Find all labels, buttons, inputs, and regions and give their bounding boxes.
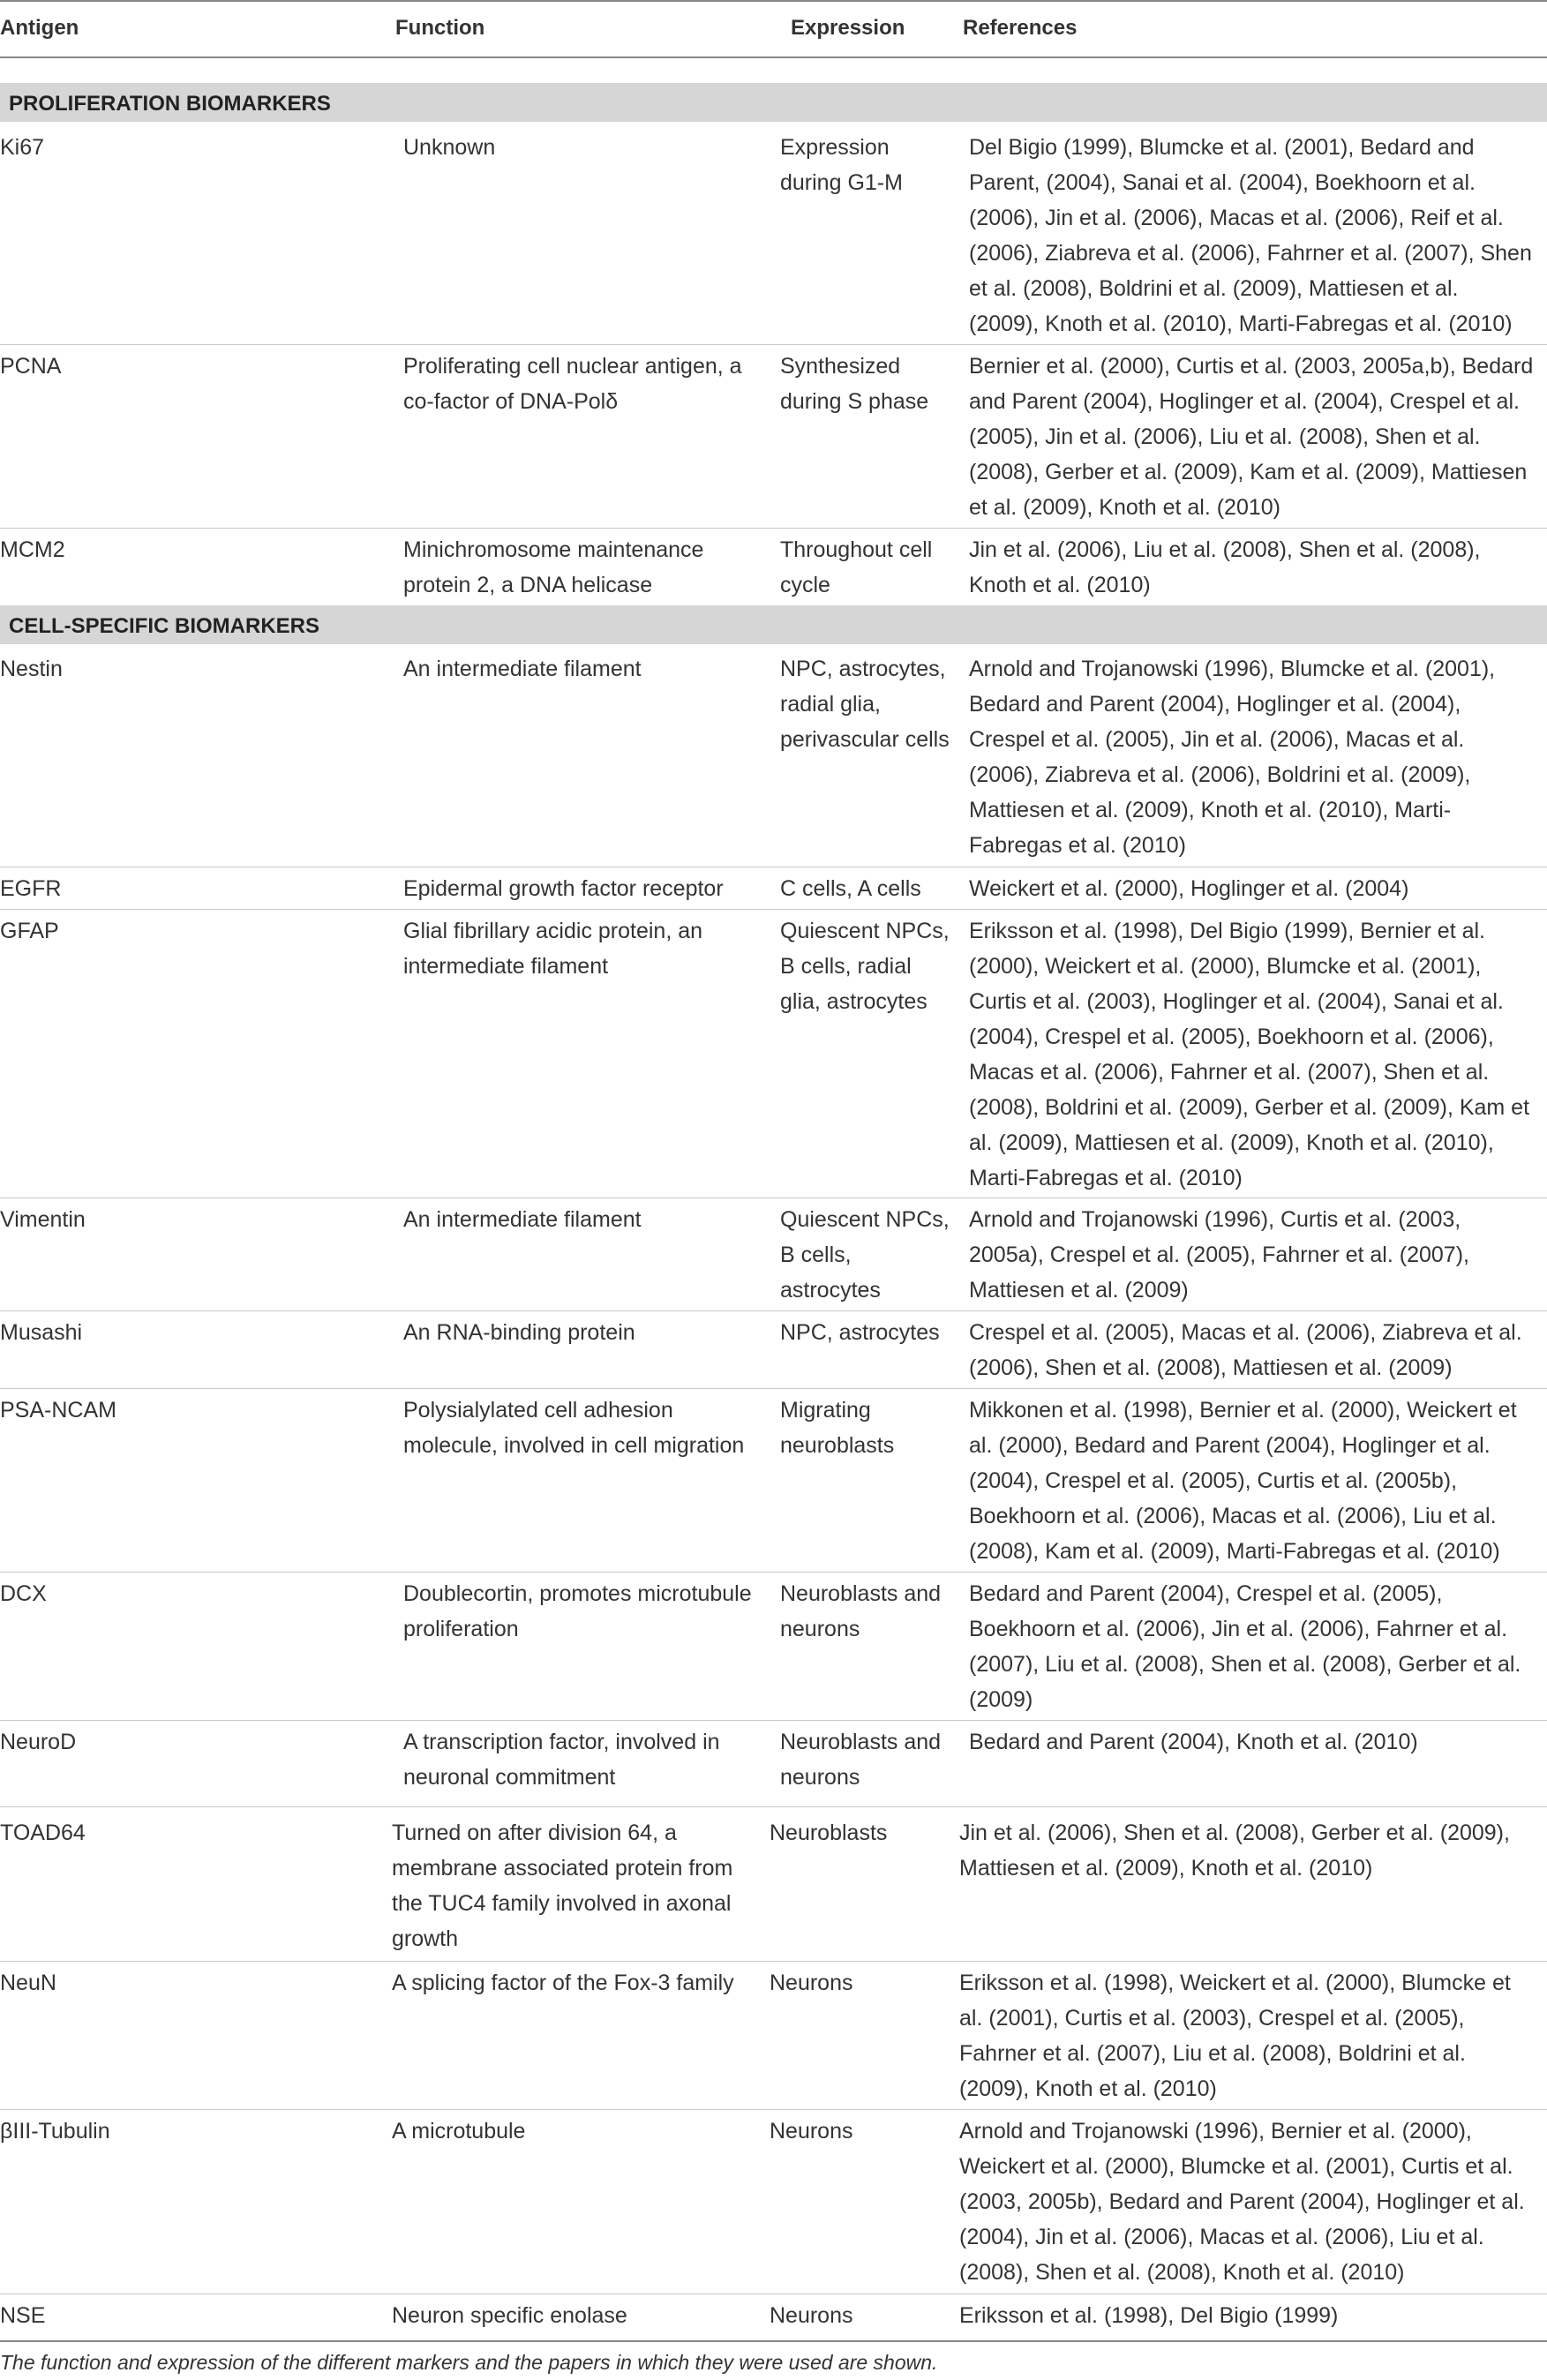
expression-cell: Neuroblasts	[770, 1821, 888, 1845]
antigen-cell: EGFR	[0, 876, 62, 901]
references-cell: Bernier et al. (2000), Curtis et al. (2003, 2005a,b), Bedard and Parent (2004), Hoglinger et al. (2004), Crespel et al. (2005), Jin et al. (2006), Liu et al. (2008), Shen et al. (2008), Gerber et al. (2009), Kam et al. (2009), Mattiesen et al. (2009), Knoth et al. (2010)	[969, 354, 1534, 520]
function-cell: Polysialylated cell adhesion molecule, involved in cell migration	[403, 1398, 745, 1458]
row-divider	[0, 1961, 1547, 1962]
function-cell: Unknown	[403, 135, 496, 160]
antigen-cell: Nestin	[0, 657, 63, 681]
antigen-cell: DCX	[0, 1581, 47, 1606]
expression-cell: Migrating neuroblasts	[780, 1398, 895, 1458]
expression-cell: Throughout cell cycle	[780, 537, 933, 597]
section-title: CELL-SPECIFIC BIOMARKERS	[9, 614, 320, 638]
antigen-cell: NSE	[0, 2303, 46, 2328]
antigen-cell: PSA-NCAM	[0, 1398, 116, 1423]
function-cell: Turned on after division 64, a membrane associated protein from the TUC4 family involved in axonal growth	[392, 1821, 733, 1951]
row-divider	[0, 1310, 1547, 1311]
antigen-cell: Musashi	[0, 1320, 83, 1345]
table-caption: The function and expression of the different markers and the papers in which they were used are shown.	[0, 2351, 938, 2374]
references-cell: Crespel et al. (2005), Macas et al. (2006), Ziabreva et al. (2006), Shen et al. (2008), Mattiesen et al. (2009)	[969, 1320, 1522, 1380]
section-proliferation	[0, 83, 1547, 122]
references-cell: Weickert et al. (2000), Hoglinger et al. (2004)	[969, 876, 1409, 901]
expression-cell: Neuroblasts and neurons	[780, 1581, 942, 1641]
function-cell: Doublecortin, promotes microtubule proliferation	[403, 1581, 752, 1641]
expression-cell: Neurons	[770, 2119, 853, 2144]
row-divider	[0, 909, 1547, 910]
function-cell: A microtubule	[392, 2119, 526, 2144]
antigen-cell: MCM2	[0, 537, 65, 562]
function-cell: An intermediate filament	[403, 1207, 642, 1232]
expression-cell: Neurons	[770, 2303, 853, 2328]
function-cell: Neuron specific enolase	[392, 2303, 627, 2328]
function-cell: Glial fibrillary acidic protein, an intermediate filament	[403, 919, 703, 979]
row-divider	[0, 1806, 1547, 1807]
function-cell: Epidermal growth factor receptor	[403, 876, 724, 901]
references-cell: Bedard and Parent (2004), Knoth et al. (2010)	[969, 1730, 1418, 1754]
section-cell-specific	[0, 605, 1547, 644]
expression-cell: Neurons	[770, 1971, 853, 1995]
header-references: References	[963, 16, 1078, 40]
expression-cell: Expression during G1-M	[780, 135, 903, 195]
references-cell: Mikkonen et al. (1998), Bernier et al. (2000), Weickert et al. (2000), Bedard and Parent (2004), Hoglinger et al. (2004), Crespel et al. (2005), Curtis et al. (2005b), Boekhoorn et al. (2006), Macas et al. (2006), Liu et al. (2008), Kam et al. (2009), Marti-Fabregas et al. (2010)	[969, 1398, 1517, 1564]
antigen-cell: PCNA	[0, 354, 62, 379]
row-divider	[0, 2109, 1547, 2110]
section-title: PROLIFERATION BIOMARKERS	[9, 92, 331, 116]
expression-cell: Neuroblasts and neurons	[780, 1730, 942, 1790]
expression-cell: Quiescent NPCs, B cells, astrocytes	[780, 1207, 950, 1303]
references-cell: Bedard and Parent (2004), Crespel et al. (2005), Boekhoorn et al. (2006), Jin et al. (2006), Fahrner et al. (2007), Liu et al. (2008), Shen et al. (2008), Gerber et al. (2009)	[969, 1581, 1521, 1712]
references-cell: Del Bigio (1999), Blumcke et al. (2001), Bedard and Parent, (2004), Sanai et al. (2004), Boekhoorn et al. (2006), Jin et al. (2006), Macas et al. (2006), Reif et al. (2006), Ziabreva et al. (2006), Fahrner et al. (2007), Shen et al. (2008), Boldrini et al. (2009), Mattiesen et al. (2009), Knoth et al. (2010), Marti-Fabregas et al. (2010)	[969, 135, 1532, 336]
references-cell: Arnold and Trojanowski (1996), Curtis et al. (2003, 2005a), Crespel et al. (2005), Fahrner et al. (2007), Mattiesen et al. (2009)	[969, 1207, 1469, 1303]
expression-cell: Quiescent NPCs, B cells, radial glia, astrocytes	[780, 919, 950, 1014]
expression-cell: NPC, astrocytes	[780, 1320, 940, 1345]
header-antigen: Antigen	[0, 16, 79, 40]
expression-cell: C cells, A cells	[780, 876, 921, 901]
antigen-cell: Ki67	[0, 135, 45, 160]
references-cell: Eriksson et al. (1998), Weickert et al. (2000), Blumcke et al. (2001), Curtis et al. (2003), Crespel et al. (2005), Fahrner et al. (2007), Liu et al. (2008), Boldrini et al. (2009), Knoth et al. (2010)	[959, 1971, 1511, 2101]
references-cell: Jin et al. (2006), Liu et al. (2008), Shen et al. (2008), Knoth et al. (2010)	[969, 537, 1481, 597]
row-divider	[0, 1572, 1547, 1573]
row-divider	[0, 344, 1547, 345]
header-function: Function	[395, 16, 485, 40]
function-cell: An RNA-binding protein	[403, 1320, 635, 1345]
function-cell: Proliferating cell nuclear antigen, a co-factor of DNA-Polδ	[403, 354, 742, 414]
references-cell: Eriksson et al. (1998), Del Bigio (1999), Bernier et al. (2000), Weickert et al. (2000), Blumcke et al. (2001), Curtis et al. (2003), Hoglinger et al. (2004), Sanai et al. (2004), Crespel et al. (2005), Boekhoorn et al. (2006), Macas et al. (2006), Fahrner et al. (2007), Shen et al. (2008), Boldrini et al. (2009), Gerber et al. (2009), Kam et al. (2009), Mattiesen et al. (2009), Knoth et al. (2010), Marti-Fabregas et al. (2010)	[969, 919, 1530, 1190]
antigen-cell: βIII-Tubulin	[0, 2119, 110, 2144]
function-cell: A splicing factor of the Fox-3 family	[392, 1971, 734, 1995]
references-cell: Jin et al. (2006), Shen et al. (2008), Gerber et al. (2009), Mattiesen et al. (2009), Knoth et al. (2010)	[959, 1821, 1510, 1881]
table-bottom-rule	[0, 2340, 1547, 2342]
references-cell: Eriksson et al. (1998), Del Bigio (1999)	[959, 2303, 1339, 2328]
antigen-cell: NeuroD	[0, 1730, 77, 1754]
expression-cell: NPC, astrocytes, radial glia, perivascular cells	[780, 657, 950, 752]
antigen-cell: Vimentin	[0, 1207, 86, 1232]
antigen-cell: TOAD64	[0, 1821, 86, 1845]
references-cell: Arnold and Trojanowski (1996), Bernier et al. (2000), Weickert et al. (2000), Blumcke et al. (2001), Curtis et al. (2003, 2005b), Bedard and Parent (2004), Hoglinger et al. (2004), Jin et al. (2006), Macas et al. (2006), Liu et al. (2008), Shen et al. (2008), Knoth et al. (2010)	[959, 2119, 1525, 2285]
header-expression: Expression	[791, 16, 905, 40]
antigen-cell: NeuN	[0, 1971, 56, 1995]
function-cell: Minichromosome maintenance protein 2, a DNA helicase	[403, 537, 704, 597]
expression-cell: Synthesized during S phase	[780, 354, 929, 414]
function-cell: A transcription factor, involved in neuronal commitment	[403, 1730, 720, 1790]
row-divider	[0, 528, 1547, 529]
function-cell: An intermediate filament	[403, 657, 642, 681]
table-header	[0, 0, 1547, 58]
references-cell: Arnold and Trojanowski (1996), Blumcke et al. (2001), Bedard and Parent (2004), Hoglinger et al. (2004), Crespel et al. (2005), Jin et al. (2006), Macas et al. (2006), Ziabreva et al. (2006), Boldrini et al. (2009), Mattiesen et al. (2009), Knoth et al. (2010), Marti-Fabregas et al. (2010)	[969, 657, 1496, 858]
antigen-cell: GFAP	[0, 919, 59, 943]
row-divider	[0, 1720, 1547, 1721]
row-divider	[0, 1388, 1547, 1389]
